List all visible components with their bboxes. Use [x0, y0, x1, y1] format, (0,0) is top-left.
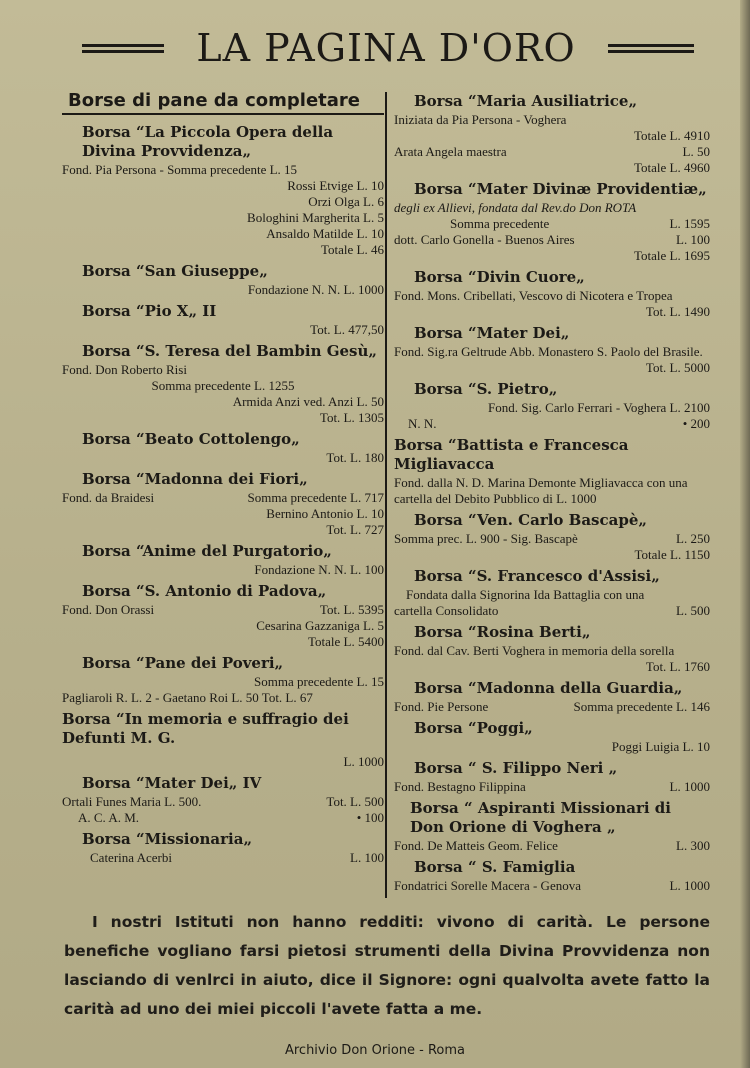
borsa-title: Borsa “La Piccola Opera della Divina Provvidenza„	[82, 123, 334, 160]
borsa-title: Borsa “ Aspiranti Missionari di Don Orione di Voghera „	[410, 799, 671, 836]
borsa-entry	[394, 380, 710, 432]
donation-line	[62, 850, 384, 866]
total-line: Tot. L. 5000	[645, 360, 710, 375]
borsa-entry	[394, 858, 710, 894]
borsa-title: Borsa “Madonna dei Fiori„	[82, 470, 308, 488]
borsa-title: Borsa “S. Teresa del Bambin Gesù„	[82, 342, 378, 360]
donation-line	[62, 810, 384, 826]
total-line: Tot. L. 727	[326, 522, 384, 537]
donation-text: Fond. da Braidesi	[62, 490, 155, 505]
borsa-entry	[62, 710, 384, 770]
borsa-title: Borsa “Ven. Carlo Bascapè„	[414, 511, 648, 529]
section-title: Borse di pane da completare	[62, 90, 384, 115]
borsa-title: Borsa “Poggi„	[414, 719, 533, 737]
borsa-entry	[62, 542, 384, 578]
donation-amount: L. 1000	[669, 779, 710, 794]
donation-line: Rossi Etvige L. 10	[287, 178, 384, 193]
donation-amount: L. 50	[682, 144, 710, 159]
borsa-title: Borsa “Rosina Berti„	[414, 623, 591, 641]
donation-amount: L. 300	[676, 838, 710, 853]
donation-line	[62, 794, 384, 810]
donation-line	[394, 878, 710, 894]
donation-line	[394, 232, 710, 248]
donation-text: dott. Carlo Gonella - Buenos Aires	[394, 232, 575, 247]
borsa-entry	[394, 324, 710, 376]
donation-line: degli ex Allievi, fondata dal Rev.do Don ROTA	[394, 200, 637, 215]
total-line: Totale L. 4960	[634, 160, 710, 175]
donation-line: Somma precedente L. 15	[254, 674, 384, 689]
donation-line	[394, 838, 710, 854]
borsa-title: Borsa “Madonna della Guardia„	[414, 679, 683, 697]
total-line: Totale L. 1695	[634, 248, 710, 263]
borsa-entry	[394, 759, 710, 795]
borsa-title: Borsa “Anime del Purgatorio„	[82, 542, 332, 560]
donation-line	[62, 602, 384, 618]
donation-line: Pagliaroli R. L. 2 - Gaetano Roi L. 50 Tot. L. 67	[62, 690, 313, 705]
donation-line: Fond. Mons. Cribellati, Vescovo di Nicotera e Tropea	[394, 288, 673, 303]
donation-text: Fond. Don Orassi	[62, 602, 155, 617]
total-line: Tot. L. 180	[326, 450, 384, 465]
borsa-entry	[62, 830, 384, 866]
donation-line	[394, 144, 710, 160]
borsa-title: Borsa “S. Pietro„	[414, 380, 558, 398]
masthead-rule-left	[82, 44, 164, 54]
donation-amount: L. 100	[676, 232, 710, 247]
total-line: Tot. L. 477,50	[310, 322, 384, 337]
total-line: Totale L. 1150	[634, 547, 710, 562]
donation-amount: L. 100	[350, 850, 384, 865]
donation-text: Fond. Pia Persona - Somma precedente L. 15	[62, 162, 298, 177]
closing-appeal: I nostri Istituti non hanno redditi: vivono di carità. Le persone benefiche vogliano farsi pietosi strumenti della Divina Provvidenza non lasciando di venlrci in aiuto, dice il Signore: ogni qualvolta avete fatto la carità ad uno dei miei piccoli l'avete fatta a me.	[64, 913, 710, 1018]
borsa-title: Borsa “Missionaria„	[82, 830, 253, 848]
donation-line: Fond. Don Roberto Risi	[62, 362, 187, 377]
total-line: Totale L. 46	[321, 242, 384, 257]
borsa-entry	[394, 799, 710, 854]
donation-text: Ortali Funes Maria L. 500.	[62, 794, 202, 809]
donation-line	[394, 531, 710, 547]
borsa-title: Borsa “S. Francesco d'Assisi„	[414, 567, 660, 585]
donation-text: Somma precedente	[450, 216, 550, 231]
donation-text: Fond. Pie Persone	[394, 699, 489, 714]
borsa-entry	[62, 262, 384, 298]
total-line: Totale L. 5400	[308, 634, 384, 649]
donation-line: Fondazione N. N. L. 100	[254, 562, 384, 577]
borsa-title: Borsa “ S. Famiglia	[414, 858, 576, 876]
donation-line	[394, 603, 710, 619]
borsa-entry	[394, 623, 710, 675]
donation-line	[394, 779, 710, 795]
donation-line: Fondazione N. N. L. 1000	[247, 282, 384, 297]
donation-line: Bernino Antonio L. 10	[266, 506, 384, 521]
page-title: LA PAGINA D'ORO	[196, 26, 576, 70]
borsa-title: Borsa “Pane dei Poveri„	[82, 654, 284, 672]
archive-label: Archivio Don Orione - Roma	[284, 1043, 466, 1058]
total-line: Tot. L. 1490	[645, 304, 710, 319]
donation-amount: L. 1595	[669, 216, 710, 231]
page-edge	[740, 0, 750, 1068]
borsa-title: Borsa “Mater Dei„	[414, 324, 570, 342]
borsa-entry	[62, 342, 384, 426]
borsa-title: Borsa “Mater Divinæ Providentiæ„	[414, 180, 707, 198]
borsa-entry	[394, 436, 710, 507]
borsa-entry	[394, 268, 710, 320]
donation-text: Caterina Acerbi	[90, 850, 172, 865]
borsa-entry	[62, 774, 384, 826]
donation-text: Arata Angela maestra	[394, 144, 507, 159]
donation-line: Armida Anzi ved. Anzi L. 50	[232, 394, 384, 409]
donation-text: Fond. Bestagno Filippina	[394, 779, 526, 794]
donation-amount: Somma precedente L. 717	[247, 490, 384, 505]
donation-amount: L. 250	[676, 531, 710, 546]
masthead	[0, 22, 750, 74]
donation-text: A. C. A. M.	[78, 810, 140, 825]
donation-line: Cesarina Gazzaniga L. 5	[256, 618, 384, 633]
donation-line: Fond. dal Cav. Berti Voghera in memoria della sorella	[394, 643, 675, 658]
borsa-title: Borsa “Maria Ausiliatrice„	[414, 92, 638, 110]
borsa-entry	[394, 719, 710, 755]
total-line: Tot. L. 1760	[645, 659, 710, 674]
donation-text: Fondatrici Sorelle Macera - Genova	[394, 878, 581, 893]
donation-amount: Tot. L. 5395	[319, 602, 384, 617]
donation-line	[62, 490, 384, 506]
borsa-entry	[394, 92, 710, 176]
borsa-entry	[62, 123, 384, 258]
borsa-title: Borsa “Beato Cottolengo„	[82, 430, 300, 448]
donation-line: Bologhini Margherita L. 5	[247, 210, 384, 225]
borsa-entry	[394, 679, 710, 715]
donation-text: cartella Consolidato	[394, 603, 499, 618]
donation-line: Somma precedente L. 1255	[151, 378, 295, 393]
total-line: Tot. L. 1305	[319, 410, 384, 425]
total-line: Totale L. 4910	[634, 128, 710, 143]
borsa-entry	[62, 582, 384, 650]
donation-line: Fondata dalla Signorina Ida Battaglia con una	[406, 587, 645, 602]
borsa-title: Borsa “Divin Cuore„	[414, 268, 585, 286]
donation-line: Ansaldo Matilde L. 10	[266, 226, 384, 241]
borsa-entry	[394, 180, 710, 264]
borsa-entry	[394, 567, 710, 619]
borsa-title: Borsa “Pio X„ II	[82, 302, 217, 320]
donation-line: Iniziata da Pia Persona - Voghera	[394, 112, 567, 127]
masthead-rule-right	[608, 44, 694, 54]
donation-amount: Tot. L. 500	[326, 794, 384, 809]
donation-line	[394, 216, 710, 232]
donation-line: Orzi Olga L. 6	[308, 194, 384, 209]
donation-text: N. N.	[408, 416, 437, 431]
donation-amount: • 100	[356, 810, 384, 825]
donation-line	[394, 416, 710, 432]
donation-amount: Somma precedente L. 146	[573, 699, 710, 714]
donation-amount: L. 1000	[669, 878, 710, 893]
donation-line	[394, 699, 710, 715]
donation-text: Somma prec. L. 900 - Sig. Bascapè	[394, 531, 578, 546]
donation-line: Fond. Sig. Carlo Ferrari - Voghera L. 2100	[488, 400, 710, 415]
borsa-entry	[62, 302, 384, 338]
borsa-entry	[394, 511, 710, 563]
borsa-title: Borsa “S. Antonio di Padova„	[82, 582, 327, 600]
right-column	[394, 90, 710, 900]
borsa-title: Borsa “In memoria e suffragio dei Defunti M. G.	[62, 710, 349, 747]
borsa-entry	[62, 430, 384, 466]
borsa-title: Borsa “Battista e Francesca Migliavacca	[394, 436, 629, 473]
borsa-title: Borsa “ S. Filippo Neri „	[414, 759, 618, 777]
borsa-title: Borsa “San Giuseppe„	[82, 262, 268, 280]
borsa-entry	[62, 470, 384, 538]
donation-line: Poggi Luigia L. 10	[611, 739, 710, 754]
donation-line: Fond. Sig.ra Geltrude Abb. Monastero S. Paolo del Brasile.	[394, 344, 703, 359]
column-divider	[385, 92, 387, 898]
borsa-title: Borsa “Mater Dei„ IV	[82, 774, 262, 792]
left-column	[62, 90, 384, 900]
donation-amount: • 200	[682, 416, 710, 431]
donation-line: Fond. dalla N. D. Marina Demonte Migliavacca con una cartella del Debito Pubblico di L. 1000	[394, 475, 688, 506]
borsa-entry	[62, 654, 384, 706]
donation-line: L. 1000	[343, 754, 384, 769]
donation-line	[62, 162, 384, 178]
donation-text: Fond. De Matteis Geom. Felice	[394, 838, 558, 853]
donation-amount: L. 500	[676, 603, 710, 618]
